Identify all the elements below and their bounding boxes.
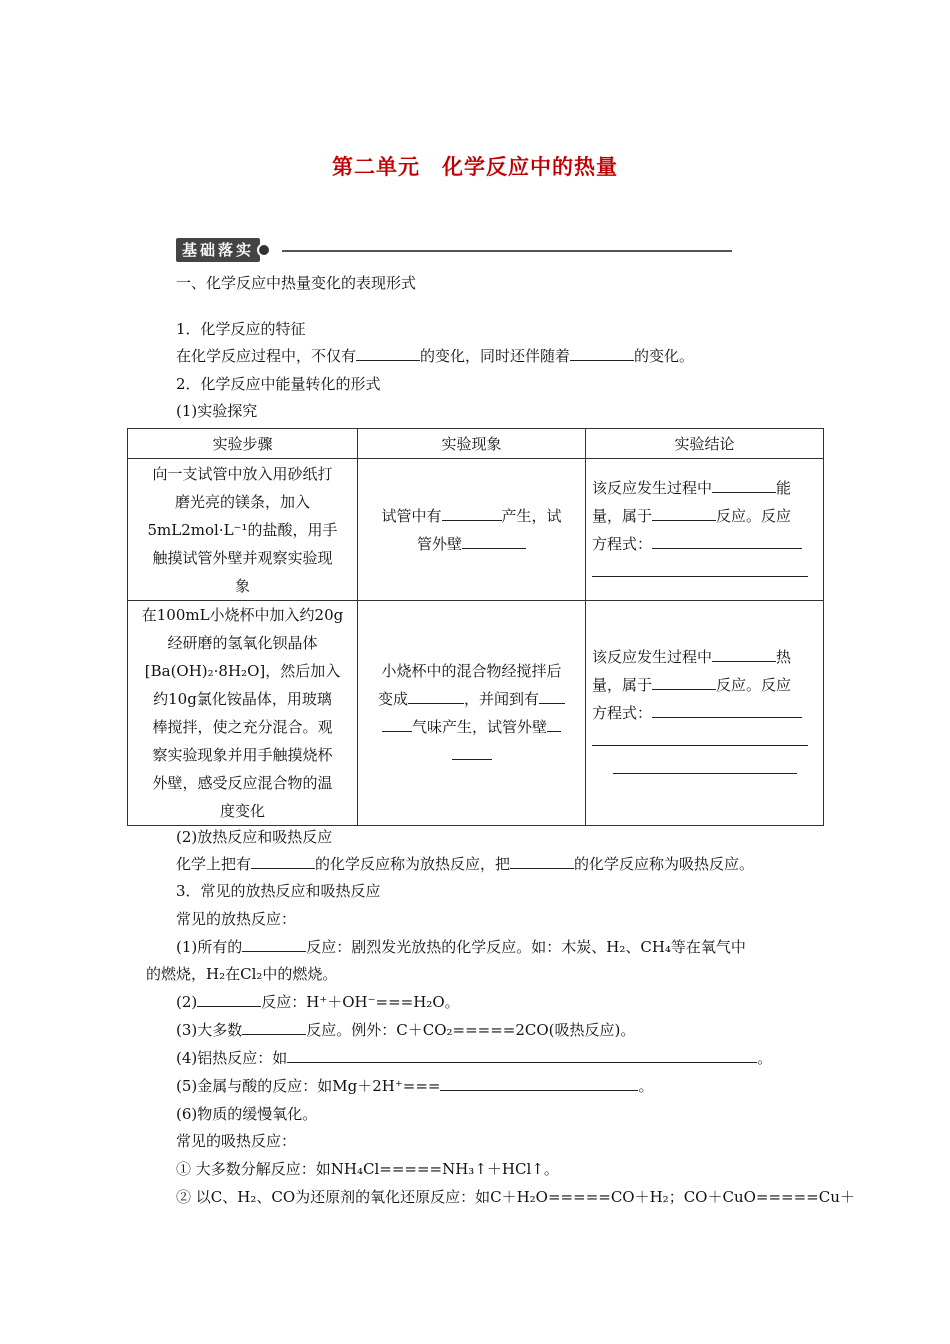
- endo-item-1: ① 大多数分解反应：如NH₄Cl=====NH₃↑＋HCl↑。: [176, 1160, 559, 1178]
- text: 反应。例外：C＋CO₂=====2CO(吸热反应)。: [306, 1021, 636, 1039]
- endothermic-heading: 常见的吸热反应：: [176, 1132, 297, 1150]
- text: 反应：剧烈发光放热的化学反应。如：木炭、H₂、CH₄等在氧气中: [306, 938, 746, 956]
- text: 化学上把有: [176, 855, 252, 873]
- page-title: 第二单元 化学反应中的热量: [332, 155, 618, 179]
- fill-blank: [652, 505, 716, 521]
- fill-blank: [197, 991, 261, 1007]
- fill-blank: [452, 744, 492, 760]
- experiment-table: [127, 428, 824, 826]
- text: 量，属于: [592, 506, 653, 525]
- text: (2): [176, 993, 198, 1011]
- step-line: 象: [234, 576, 250, 595]
- fill-blank: [712, 477, 776, 493]
- conclusion-line: [592, 530, 817, 558]
- step-line: 触摸试管外壁并观察实验现: [152, 548, 333, 567]
- step-cell: [128, 459, 358, 601]
- step-line: 察实验现象并用手触摸烧杯: [152, 746, 333, 764]
- conclusion-cell: [586, 459, 824, 601]
- phenomenon-line: [364, 741, 579, 769]
- phenomenon-line: [364, 530, 579, 558]
- fill-blank: [510, 853, 574, 869]
- table-header: 实验结论: [586, 429, 824, 459]
- fill-blank: [652, 702, 802, 718]
- section-1-body: [176, 345, 694, 366]
- fill-blank: [462, 533, 526, 549]
- fill-blank: [539, 688, 565, 704]
- fill-blank: [356, 345, 420, 361]
- endo-item-2: ② 以C、H₂、CO为还原剂的氧化还原反应：如C＋H₂O=====CO＋H₂；CO＋CuO=====Cu＋: [176, 1188, 855, 1206]
- text: 量，属于: [592, 676, 653, 694]
- heading-1: 一、化学反应中热量变化的表现形式: [176, 274, 417, 292]
- fill-blank: [652, 674, 716, 690]
- table-header: 实验步骤: [128, 429, 358, 459]
- text: 的变化，同时还伴随着: [420, 347, 571, 365]
- conclusion-line: [592, 755, 817, 783]
- phenomenon-line: [364, 713, 579, 741]
- sub-1-title: (1)实验探究: [176, 402, 258, 420]
- step-line: 外壁，感受反应混合物的温: [152, 774, 333, 792]
- text: 该反应发生过程中: [592, 478, 713, 497]
- text: (4)铝热反应：如: [176, 1049, 288, 1067]
- step-line: 向一支试管中放入用砂纸打: [152, 464, 333, 483]
- text: 反应。反应: [716, 676, 792, 694]
- conclusion-line: [592, 502, 817, 530]
- fill-blank: [242, 936, 306, 952]
- phenomenon-cell: [358, 459, 586, 601]
- conclusion-line: [592, 643, 817, 671]
- text: 方程式：: [592, 704, 653, 722]
- text: (3)大多数: [176, 1021, 243, 1039]
- text: 能: [776, 478, 792, 497]
- section-badge: [176, 238, 273, 262]
- fill-blank: [712, 646, 776, 662]
- fill-blank: [440, 1075, 638, 1091]
- conclusion-cell: [586, 601, 824, 826]
- text: (5)金属与酸的反应：如Mg＋2H⁺===: [176, 1077, 441, 1095]
- phenomenon-cell: [358, 601, 586, 826]
- table-header: 实验现象: [358, 429, 586, 459]
- exo-item-3: [176, 1019, 635, 1040]
- text: 产生，试: [501, 506, 562, 525]
- text: 气味产生，试管外壁: [411, 718, 547, 736]
- exo-item-4: [176, 1047, 772, 1068]
- text: 的化学反应称为吸热反应。: [574, 855, 755, 873]
- text: 管外壁: [416, 534, 462, 553]
- step-line: [Ba(OH)₂·8H₂O]，然后加入: [144, 662, 341, 680]
- fill-blank: [242, 1019, 306, 1035]
- step-line: 度变化: [219, 802, 265, 820]
- text: 反应：H⁺＋OH⁻===H₂O。: [261, 993, 460, 1011]
- fill-blank: [442, 505, 502, 521]
- text: 。: [638, 1077, 654, 1095]
- fill-blank: [408, 688, 464, 704]
- fill-blank: [592, 561, 808, 577]
- text: 。: [757, 1049, 773, 1067]
- text: (1)所有的: [176, 938, 243, 956]
- exo-item-2: [176, 991, 460, 1012]
- exothermic-heading: 常见的放热反应：: [176, 910, 297, 928]
- text: 方程式：: [592, 534, 653, 553]
- conclusion-line: [592, 699, 817, 727]
- step-line: 在100mL小烧杯中加入约20g: [141, 606, 344, 624]
- section-3-title: 3．常见的放热反应和吸热反应: [176, 882, 381, 900]
- table-row: [128, 601, 824, 826]
- definition-line: [176, 853, 754, 874]
- fill-blank: [547, 716, 561, 732]
- fill-blank: [382, 716, 412, 732]
- step-line: 约10g氯化铵晶体，用玻璃: [153, 690, 332, 708]
- exo-item-1: [176, 936, 746, 957]
- text: 的化学反应称为放热反应，把: [315, 855, 511, 873]
- phenomenon-line: [364, 685, 579, 713]
- step-line: 棒搅拌，使之充分混合。观: [152, 718, 333, 736]
- section-1-title: 1．化学反应的特征: [176, 320, 306, 338]
- phenomenon-line: [364, 502, 579, 530]
- fill-blank: [251, 853, 315, 869]
- conclusion-line: [592, 671, 817, 699]
- conclusion-line: [592, 474, 817, 502]
- step-cell: [128, 601, 358, 826]
- exo-item-6: (6)物质的缓慢氧化。: [176, 1105, 318, 1123]
- exo-item-1-cont: 的燃烧，H₂在Cl₂中的燃烧。: [146, 965, 338, 983]
- badge-label: 基础落实: [176, 238, 260, 262]
- text: 反应。反应: [716, 506, 792, 525]
- step-line: 经研磨的氢氧化钡晶体: [167, 634, 318, 652]
- conclusion-line: [592, 727, 817, 755]
- badge-dot: [257, 243, 271, 257]
- table-row: [128, 459, 824, 601]
- phenomenon-line: 小烧杯中的混合物经搅拌后: [381, 662, 562, 680]
- text: 的变化。: [634, 347, 695, 365]
- text: 在化学反应过程中，不仅有: [176, 347, 357, 365]
- fill-blank: [287, 1047, 757, 1063]
- fill-blank: [570, 345, 634, 361]
- step-line: 磨光亮的镁条，加入: [174, 492, 310, 511]
- sub-2-title: (2)放热反应和吸热反应: [176, 828, 333, 846]
- badge-rule: [282, 250, 732, 252]
- section-2-title: 2．化学反应中能量转化的形式: [176, 375, 381, 393]
- exo-item-5: [176, 1075, 653, 1096]
- fill-blank: [613, 758, 797, 774]
- text: 试管中有: [381, 506, 442, 525]
- text: 热: [776, 648, 792, 666]
- fill-blank: [592, 730, 808, 746]
- text: 该反应发生过程中: [592, 648, 713, 666]
- text: 变成: [377, 690, 408, 708]
- table-header-row: [128, 429, 824, 459]
- text: ，并闻到有: [464, 690, 540, 708]
- fill-blank: [652, 533, 802, 549]
- conclusion-line: [592, 558, 817, 586]
- step-line: 5mL2mol·L⁻¹的盐酸，用手: [147, 520, 338, 539]
